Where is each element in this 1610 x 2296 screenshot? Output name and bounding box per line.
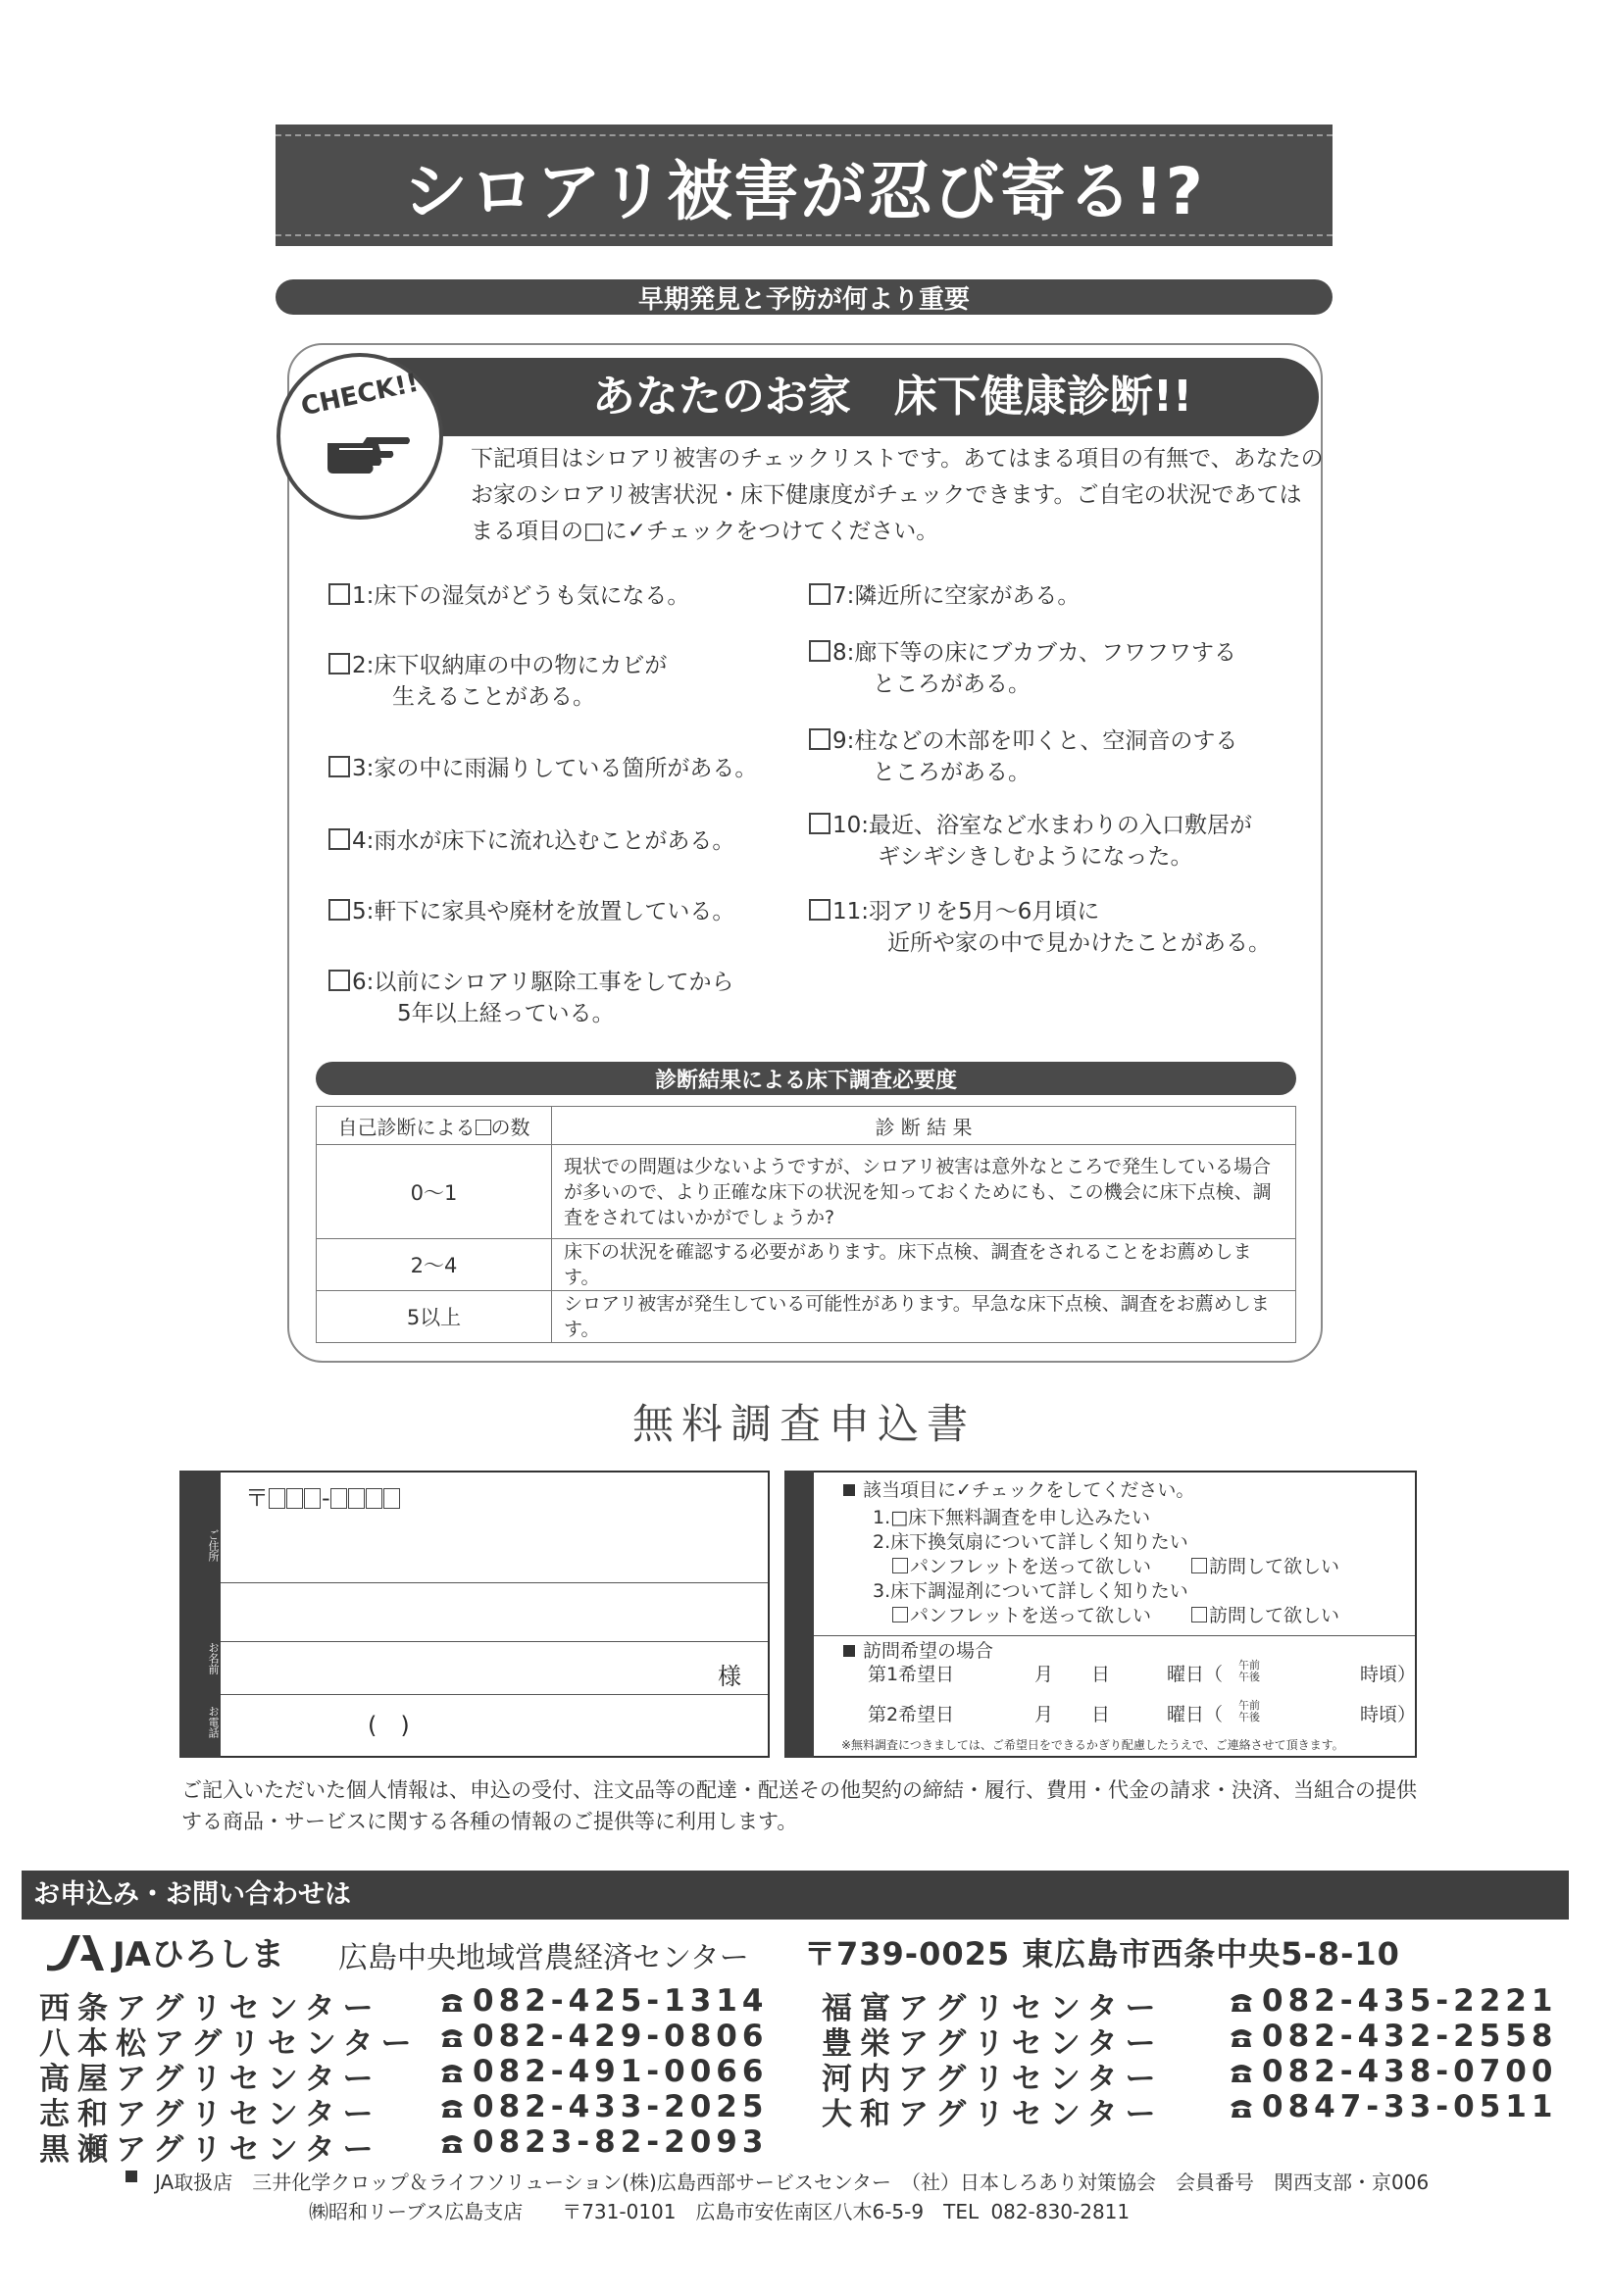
option-fan-pamphlet[interactable]: パンフレットを送って欲しい xyxy=(892,1556,1151,1577)
visit-date-2[interactable]: 第2希望日 月 日 曜日（ 午前 午後 時頃） xyxy=(868,1699,1417,1725)
checklist-item-2[interactable]: 2:床下収納庫の中の物にカビが 生えることがある。 xyxy=(328,650,667,713)
footer-dealer-line: JA取扱店 三井化学クロップ＆ライフソリューション(株)広島西部サービスセンター （社）日本しろあり対策協会 会員番号 関西支部・京006 xyxy=(155,2171,1430,2194)
table-row: 5以上 シロアリ被害が発生している可能性があります。早急な床下点検、調査をお薦めします。 xyxy=(317,1291,1296,1343)
checklist-heading: あなたのお家 床下健康診断!! xyxy=(591,372,1193,422)
option-agent-visit[interactable]: 訪問して欲しい xyxy=(1191,1605,1339,1626)
option-agent-pamphlet[interactable]: パンフレットを送って欲しい xyxy=(892,1605,1151,1626)
label-address: ご住所 xyxy=(207,1529,220,1562)
telephone-icon xyxy=(1229,2026,1254,2048)
checkbox[interactable] xyxy=(328,899,350,921)
ja-center-name: 広島中央地域営農経済センター xyxy=(338,1941,749,1975)
visit-date-1[interactable]: 第1希望日 月 日 曜日（ 午前 午後 時頃） xyxy=(868,1659,1417,1685)
telephone-icon xyxy=(1229,2062,1254,2083)
name-input[interactable] xyxy=(226,1645,706,1692)
subtitle-banner: 早期発見と予防が何より重要 xyxy=(276,279,1333,315)
telephone-icon xyxy=(439,2097,465,2119)
checkbox[interactable] xyxy=(328,970,350,991)
page-title: シロアリ被害が忍び寄る!? xyxy=(403,153,1205,229)
check-badge-label: CHECK!! xyxy=(298,368,422,423)
checkbox[interactable] xyxy=(328,653,350,674)
checklist-item-6[interactable]: 6:以前にシロアリ駆除工事をしてから 5年以上経っている。 xyxy=(328,967,733,1029)
tel-input[interactable] xyxy=(226,1698,765,1755)
title-banner xyxy=(276,125,1333,246)
privacy-notice: ご記入いただいた個人情報は、申込の受付、注文品等の配達・配送その他契約の締結・履行、費用・代金の請求・決済、当組合の提供する商品・サービスに関する各種の情報のご提供等に利用します。 xyxy=(181,1778,1417,1833)
visit-note: ※無料調査につきましては、ご希望日をできるかぎり配慮したうえで、ご連絡させて頂きます。 xyxy=(841,1738,1344,1752)
divider xyxy=(221,1694,768,1695)
checklist-item-4[interactable]: 4:雨水が床下に流れ込むことがある。 xyxy=(328,825,734,857)
option-free-survey[interactable]: 1.□床下無料調査を申し込みたい xyxy=(873,1507,1151,1528)
checkbox[interactable] xyxy=(328,583,350,605)
checkbox[interactable] xyxy=(328,756,350,777)
footer-branch-line: ㈱昭和リーブス広島支店 〒731-0101 広島市安佐南区八木6-5-9 TEL 082-830-2811 xyxy=(309,2200,1131,2223)
option-ventilation-fan: 2.床下換気扇について詳しく知りたい xyxy=(873,1531,1188,1553)
ja-logo-icon xyxy=(43,1929,106,1972)
ja-address: 〒739-0025 東広島市西条中央5-8-10 xyxy=(804,1935,1400,1972)
label-tel: お電話 xyxy=(207,1706,220,1738)
zip-code-field[interactable]: 〒 - xyxy=(245,1478,401,1513)
label-name: お名前 xyxy=(207,1642,220,1674)
form-side-strip xyxy=(784,1471,814,1758)
address-input-line2[interactable] xyxy=(226,1586,765,1637)
table-row: 0〜1 現状での問題は少ないようですが、シロアリ被害は意外なところで発生している場合が多いので、より正確な床下の状況を知っておくためにも、この機会に床下点検、調査をされてはいかがでしょうか? xyxy=(317,1145,1296,1239)
checkbox[interactable] xyxy=(809,728,830,750)
address-input[interactable] xyxy=(226,1510,765,1578)
telephone-icon xyxy=(439,2062,465,2083)
divider xyxy=(221,1641,768,1642)
telephone-icon xyxy=(439,1991,465,2013)
divider xyxy=(221,1582,768,1583)
tel-area-code: ( ) xyxy=(368,1712,410,1739)
column-header-result: 診 断 結 果 xyxy=(552,1107,1296,1145)
visit-section-title: 訪問希望の場合 xyxy=(843,1640,993,1662)
column-header-count: 自己診断による の数 xyxy=(317,1107,552,1145)
checkbox[interactable] xyxy=(809,813,830,834)
pointing-hand-icon xyxy=(324,424,414,482)
ja-name: JAひろしま xyxy=(113,1935,284,1974)
checklist-item-8[interactable]: 8:廊下等の床にブカブカ、フワフワする ところがある。 xyxy=(809,637,1236,700)
checklist-item-11[interactable]: 11:羽アリを5月〜6月頃に 近所や家の中で見かけたことがある。 xyxy=(809,896,1271,959)
checkbox[interactable] xyxy=(328,828,350,850)
contact-banner: お申込み・お問い合わせは xyxy=(22,1871,1569,1920)
checkbox[interactable] xyxy=(809,640,830,662)
check-instruction: 該当項目に✓チェックをしてください。 xyxy=(843,1479,1194,1501)
checkbox[interactable] xyxy=(809,583,830,605)
checklist-item-1[interactable]: 1:床下の湿気がどうも気になる。 xyxy=(328,580,689,612)
result-banner: 診断結果による床下調査必要度 xyxy=(316,1062,1296,1095)
table-row: 2〜4 床下の状況を確認する必要があります。床下点検、調査をされることをお薦めします。 xyxy=(317,1239,1296,1291)
option-fan-visit[interactable]: 訪問して欲しい xyxy=(1191,1556,1339,1577)
telephone-icon xyxy=(439,2026,465,2048)
option-humidity-agent: 3.床下調湿剤について詳しく知りたい xyxy=(873,1580,1188,1602)
telephone-icon xyxy=(1229,2097,1254,2119)
checklist-item-10[interactable]: 10:最近、浴室など水まわりの入口敷居が ギシギシきしむようになった。 xyxy=(809,810,1252,873)
form-title: 無料調査申込書 xyxy=(631,1400,976,1448)
honorific-label: 様 xyxy=(718,1663,741,1690)
checkbox[interactable] xyxy=(809,899,830,921)
telephone-icon xyxy=(1229,1991,1254,2013)
checklist-intro: 下記項目はシロアリ被害のチェックリストです。あてはまる項目の有無で、あなたのお家のシロアリ被害状況・床下健康度がチェックできます。ご自宅の状況であてはまる項目の□に✓チェックをつけてください。 xyxy=(471,446,1324,544)
checklist-item-3[interactable]: 3:家の中に雨漏りしている箇所がある。 xyxy=(328,753,757,784)
form-label-column xyxy=(179,1471,221,1758)
checklist-item-9[interactable]: 9:柱などの木部を叩くと、空洞音のする ところがある。 xyxy=(809,725,1237,788)
telephone-icon xyxy=(439,2132,465,2154)
checklist-item-7[interactable]: 7:隣近所に空家がある。 xyxy=(809,580,1080,612)
checklist-item-5[interactable]: 5:軒下に家具や廃材を放置している。 xyxy=(328,896,734,927)
table-header-row xyxy=(317,1107,1296,1145)
checked-box-icon xyxy=(476,1120,491,1135)
result-table xyxy=(316,1106,1296,1343)
divider xyxy=(814,1635,1415,1636)
